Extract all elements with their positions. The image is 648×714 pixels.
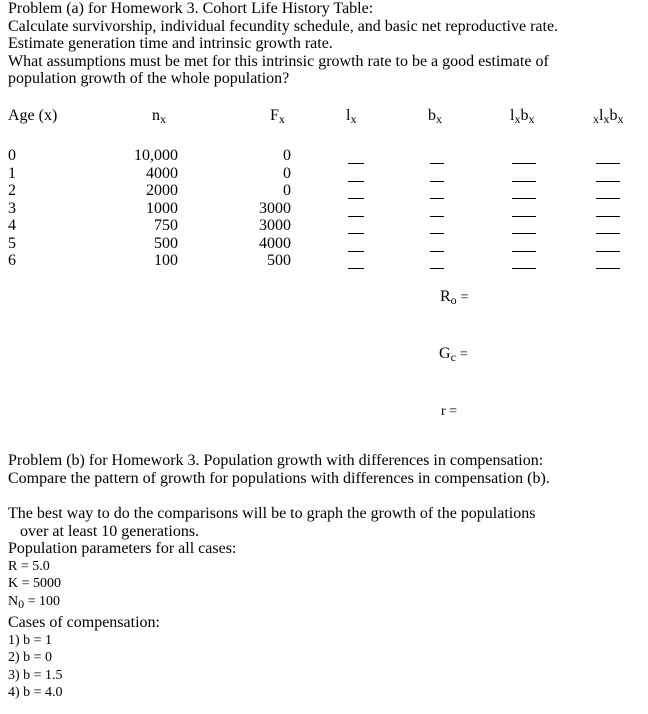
param-R: R = 5.0 — [8, 558, 50, 574]
header-lx-base: l — [346, 107, 351, 124]
blank-lx[interactable] — [348, 198, 364, 199]
blank-bx[interactable] — [430, 216, 444, 217]
hdr-part: x — [593, 112, 599, 126]
cell-Fx: 0 — [283, 164, 291, 182]
header-bx — [428, 107, 442, 125]
header-bx-sub: x — [436, 112, 442, 126]
problem-a-title: Problem (a) for Homework 3. Cohort Life History Table: — [8, 0, 374, 17]
problem-b-title: Problem (b) for Homework 3. Population growth with differences in compensation: — [8, 452, 544, 469]
problem-a-line: Calculate survivorship, individual fecundity schedule, and basic net reproductive rate. — [8, 17, 559, 35]
hdr-part: x — [617, 112, 624, 126]
param-K-text: K = 5000 — [8, 576, 62, 591]
blank-xlxbx[interactable] — [596, 163, 620, 164]
blank-bx[interactable] — [430, 268, 444, 269]
gc-sub: c — [450, 350, 456, 364]
header-Fx-sub: x — [278, 112, 285, 126]
cell-Fx: 4000 — [259, 234, 291, 252]
header-lx-sub: x — [350, 112, 357, 126]
blank-bx[interactable] — [430, 233, 444, 234]
result-r: r = — [441, 404, 458, 419]
n0-value: = 100 — [24, 593, 61, 609]
header-nx-sub: x — [160, 112, 166, 126]
cell-nx: 4000 — [146, 164, 178, 182]
n0-sub: 0 — [18, 596, 25, 611]
header-Fx-base: F — [270, 107, 279, 124]
cell-Fx: 0 — [283, 147, 291, 164]
hdr-part: b — [520, 107, 529, 124]
hdr-part: l — [599, 107, 604, 124]
cell-nx: 100 — [154, 252, 178, 269]
cell-Fx: 3000 — [259, 217, 291, 234]
cell-Fx: 500 — [267, 252, 291, 269]
cell-age: 0 — [8, 147, 16, 164]
blank-lxbx[interactable] — [512, 251, 536, 252]
hdr-part: b — [609, 107, 618, 124]
cell-age: 3 — [8, 199, 16, 217]
blank-lxbx[interactable] — [512, 181, 536, 182]
header-lxbx — [510, 107, 534, 125]
blank-lx[interactable] — [348, 268, 364, 269]
cell-age: 1 — [8, 164, 16, 182]
case-item: 2) b = 0 — [8, 650, 53, 665]
gc-eq: = — [459, 347, 468, 362]
blank-xlxbx[interactable] — [596, 251, 620, 252]
case-item: 4) b = 4.0 — [8, 685, 63, 700]
header-lx — [346, 107, 356, 125]
r0-base: R — [440, 288, 451, 305]
r0-eq: = — [460, 290, 469, 305]
problem-a-intro — [8, 0, 558, 88]
cell-Fx: 3000 — [259, 199, 291, 217]
cell-age: 4 — [8, 217, 16, 234]
cell-age: 6 — [8, 252, 16, 269]
params-title: Population parameters for all cases: — [8, 540, 237, 557]
blank-lxbx[interactable] — [512, 233, 536, 234]
blank-bx[interactable] — [430, 181, 444, 182]
hdr-part: l — [510, 107, 515, 124]
cell-nx: 500 — [154, 234, 178, 252]
blank-lx[interactable] — [348, 251, 364, 252]
cell-age: 5 — [8, 234, 16, 252]
problem-b-instructions — [8, 505, 535, 702]
result-R0 — [440, 288, 469, 307]
blank-lx[interactable] — [348, 181, 364, 182]
cell-nx: 10,000 — [134, 147, 178, 164]
instruction-line: over at least 10 generations. — [20, 522, 200, 540]
blank-lxbx[interactable] — [512, 198, 536, 199]
blank-bx[interactable] — [430, 163, 444, 164]
hdr-part: x — [514, 112, 521, 126]
blank-bx[interactable] — [430, 198, 444, 199]
cell-Fx: 0 — [283, 182, 291, 199]
header-xlxbx — [593, 107, 623, 125]
r0-sub: o — [450, 293, 457, 307]
param-K — [8, 575, 535, 593]
blank-lx[interactable] — [348, 233, 364, 234]
blank-xlxbx[interactable] — [596, 233, 620, 234]
blank-lx[interactable] — [348, 163, 364, 164]
cell-nx: 750 — [154, 217, 178, 234]
case-item: 1) b = 1 — [8, 632, 53, 648]
cases-title: Cases of compensation: — [8, 614, 160, 631]
blank-xlxbx[interactable] — [596, 181, 620, 182]
n0-base: N — [8, 593, 19, 609]
param-N0 — [8, 593, 535, 611]
problem-b-intro — [8, 452, 550, 487]
blank-lx[interactable] — [348, 216, 364, 217]
header-nx — [152, 107, 166, 125]
header-bx-base: b — [428, 107, 436, 124]
cell-age: 2 — [8, 182, 16, 199]
hdr-part: x — [528, 112, 535, 126]
blank-lxbx[interactable] — [512, 216, 536, 217]
blank-xlxbx[interactable] — [596, 268, 620, 269]
blank-xlxbx[interactable] — [596, 216, 620, 217]
case-item: 3) b = 1.5 — [8, 667, 63, 683]
problem-a-line: population growth of the whole population? — [8, 70, 290, 87]
result-Gc — [439, 345, 468, 364]
hdr-part: x — [603, 112, 610, 126]
header-nx-base: n — [152, 107, 160, 124]
gc-base: G — [439, 345, 451, 362]
instruction-line: The best way to do the comparisons will be to graph the growth of the populations — [8, 505, 536, 522]
blank-lxbx[interactable] — [512, 163, 536, 164]
cell-nx: 2000 — [146, 182, 178, 199]
problem-a-line: What assumptions must be met for this intrinsic growth rate to be a good estimate of — [8, 52, 549, 70]
header-age: Age (x) — [8, 107, 58, 124]
blank-lxbx[interactable] — [512, 268, 536, 269]
header-Fx — [270, 107, 285, 125]
problem-a-line: Estimate generation time and intrinsic growth rate. — [8, 35, 333, 52]
problem-b-line: Compare the pattern of growth for populations with differences in compensation (b). — [8, 469, 550, 487]
cell-nx: 1000 — [146, 199, 178, 217]
blank-xlxbx[interactable] — [596, 198, 620, 199]
blank-bx[interactable] — [430, 251, 444, 252]
